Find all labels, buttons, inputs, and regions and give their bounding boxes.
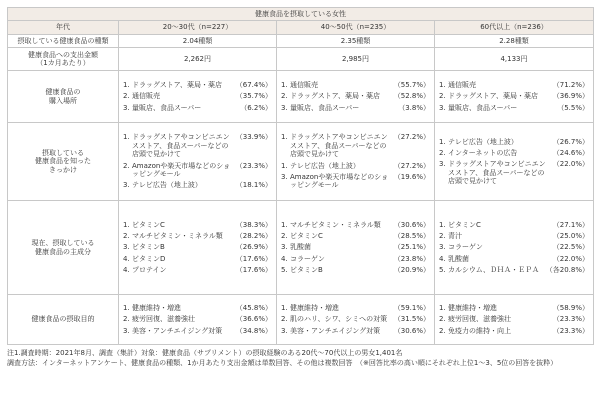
list-item: [439, 255, 589, 263]
list-item: [123, 232, 272, 240]
rank-number: 1.: [281, 220, 288, 229]
item-text: 肌のハリ、シワ、シミへの対策: [290, 315, 388, 324]
item-text: 免疫力の維持・向上: [448, 326, 511, 335]
list-item: [439, 327, 589, 335]
section-row-discovery-trigger: [8, 123, 594, 201]
list-item: [439, 304, 589, 312]
item-percent: （23.8%）: [393, 254, 430, 263]
rank-number: 2.: [439, 315, 446, 324]
item-percent: （38.3%）: [235, 220, 272, 229]
item-percent: （52.8%）: [393, 92, 430, 101]
item-text: 疲労回復、滋養強壮: [448, 315, 511, 324]
rank-number: 2.: [123, 231, 130, 240]
rank-number: 4.: [439, 254, 446, 263]
list-item: [281, 304, 430, 312]
item-percent: （30.6%）: [393, 220, 430, 229]
section-label-text: 現在、摂取している 健康食品の主成分: [31, 239, 95, 256]
rank-number: 1.: [281, 161, 288, 170]
item-percent: （27.2%）: [393, 133, 430, 142]
rank-number: 1.: [123, 133, 130, 142]
rank-number: 2.: [123, 161, 130, 170]
item-percent: （67.4%）: [235, 80, 272, 89]
rank-number: 4.: [123, 266, 130, 275]
item-text: テレビ広告（地上波）: [290, 161, 360, 170]
section-row-purchase-place: [8, 71, 594, 123]
item-percent: （55.7%）: [393, 80, 430, 89]
rank-number: 2.: [439, 326, 446, 335]
item-percent: （36.6%）: [235, 315, 272, 324]
purpose-40-50s: [277, 295, 435, 345]
item-percent: （22.0%）: [552, 254, 589, 263]
item-percent: （3.8%）: [398, 103, 430, 112]
list-item: [281, 173, 430, 190]
list-item: [281, 81, 430, 89]
item-percent: （71.2%）: [552, 80, 589, 89]
list-item: [439, 138, 589, 146]
section-label-main-ingredient: [8, 201, 119, 295]
item-text: プロテイン: [132, 266, 167, 275]
list-item: [439, 232, 589, 240]
list-item: [123, 304, 272, 312]
rank-number: 4.: [281, 254, 288, 263]
types-40-50s: 2.35種類: [277, 35, 435, 48]
item-text: ドラッグストア、薬局・薬店: [132, 80, 223, 89]
item-text: Amazonや楽天市場などのショッピングモール: [132, 161, 231, 178]
list-item: [281, 104, 430, 112]
main-ingredient-20-30s: [119, 201, 277, 295]
list-item: [123, 221, 272, 229]
list-item: [123, 266, 272, 274]
list-item: [439, 81, 589, 89]
item-text: ビタミンC: [448, 220, 481, 229]
item-percent: （22.0%）: [552, 160, 589, 169]
item-percent: （23.3%）: [235, 161, 272, 170]
row-label-spending: [8, 48, 119, 71]
item-percent: （59.1%）: [393, 303, 430, 312]
rank-number: 4.: [123, 254, 130, 263]
item-text: ビタミンC: [290, 231, 323, 240]
list-item: [439, 160, 589, 185]
col-header-age: 年代: [8, 21, 119, 35]
item-text: 通信販売: [132, 92, 160, 101]
item-percent: （26.9%）: [235, 243, 272, 252]
rank-number: 3.: [439, 103, 446, 112]
col-header-60s-plus: 60代以上（n=236）: [435, 21, 594, 35]
item-text: インターネットの広告: [448, 148, 518, 157]
item-text: ビタミンB: [132, 243, 165, 252]
list-item: [123, 133, 272, 158]
rank-number: 2.: [281, 315, 288, 324]
item-text: 通信販売: [448, 80, 476, 89]
list-item: [281, 315, 430, 323]
rank-number: 3.: [123, 181, 130, 190]
item-text: テレビ広告（地上波）: [448, 137, 518, 146]
list-item: [439, 243, 589, 251]
item-text: コラーゲン: [448, 243, 483, 252]
list-item: [281, 255, 430, 263]
rank-number: 3.: [281, 243, 288, 252]
item-percent: （23.3%）: [552, 315, 589, 324]
rank-number: 3.: [281, 326, 288, 335]
list-item: [123, 255, 272, 263]
item-percent: （19.6%）: [393, 172, 430, 181]
list-item: [439, 104, 589, 112]
rank-number: 1.: [439, 220, 446, 229]
item-text: マルチビタミン・ミネラル類: [132, 231, 223, 240]
section-row-main-ingredient: [8, 201, 594, 295]
table-row: [8, 35, 594, 48]
rank-number: 1.: [123, 303, 130, 312]
section-label-text: 健康食品の摂取目的: [31, 315, 95, 324]
item-text: ドラッグストア、薬局・薬店: [448, 92, 539, 101]
rank-number: 1.: [123, 220, 130, 229]
item-text: 健康維持・増進: [290, 303, 339, 312]
row-label-spending-text: 健康食品への支出金額 （1カ月あたり）: [28, 50, 98, 67]
item-text: 美容・アンチエイジング対策: [290, 326, 381, 335]
item-percent: （22.5%）: [552, 243, 589, 252]
item-percent: （31.5%）: [393, 315, 430, 324]
rank-number: 1.: [123, 80, 130, 89]
rank-number: 2.: [123, 92, 130, 101]
main-ingredient-60s-plus: [435, 201, 594, 295]
col-header-20-30s: 20～30代（n=227）: [119, 21, 277, 35]
list-item: [123, 162, 272, 179]
section-label-purpose: [8, 295, 119, 345]
table-row: [8, 48, 594, 71]
rank-number: 3.: [123, 326, 130, 335]
item-text: 美容・アンチエイジング対策: [132, 326, 223, 335]
rank-number: 3.: [439, 243, 446, 252]
item-text: 量販店、食品スーパー: [290, 103, 360, 112]
section-row-purpose: [8, 295, 594, 345]
item-text: ドラッグストア、薬局・薬店: [290, 92, 381, 101]
discovery-trigger-20-30s: [119, 123, 277, 201]
types-60s-plus: 2.28種類: [435, 35, 594, 48]
item-percent: （24.6%）: [552, 148, 589, 157]
rank-number: 1.: [439, 137, 446, 146]
item-text: ドラッグストアやコンビニエンスストア、食品スーパーなどの店頭で見かけて: [132, 133, 230, 159]
section-label-purchase-place: [8, 71, 119, 123]
list-item: [281, 162, 430, 170]
item-text: ドラッグストアやコンビニエンスストア、食品スーパーなどの店頭で見かけて: [290, 133, 388, 159]
footnotes: [7, 348, 593, 368]
item-text: 健康維持・増進: [132, 303, 181, 312]
item-percent: （36.9%）: [552, 92, 589, 101]
types-20-30s: 2.04種類: [119, 35, 277, 48]
page: [7, 7, 593, 368]
item-percent: （28.2%）: [235, 231, 272, 240]
item-text: 量販店、食品スーパー: [448, 103, 518, 112]
list-item: [123, 315, 272, 323]
rank-number: 3.: [123, 103, 130, 112]
item-text: テレビ広告（地上波）: [132, 181, 202, 190]
item-percent: （25.0%）: [552, 231, 589, 240]
rank-number: 3.: [281, 172, 288, 181]
item-percent: （58.9%）: [552, 303, 589, 312]
discovery-trigger-60s-plus: [435, 123, 594, 201]
purchase-place-40-50s: [277, 71, 435, 123]
list-item: [281, 232, 430, 240]
list-item: [439, 92, 589, 100]
section-label-discovery-trigger: [8, 123, 119, 201]
list-item: [123, 104, 272, 112]
rank-number: 2.: [281, 231, 288, 240]
item-text: ビタミンB: [290, 266, 323, 275]
item-percent: （33.9%）: [235, 133, 272, 142]
item-percent: （27.1%）: [552, 220, 589, 229]
col-header-40-50s: 40～50代（n=235）: [277, 21, 435, 35]
list-item: [281, 266, 430, 274]
purpose-60s-plus: [435, 295, 594, 345]
section-label-text: 健康食品の 購入場所: [45, 88, 81, 105]
item-text: 量販店、食品スーパー: [132, 103, 202, 112]
rank-number: 3.: [123, 243, 130, 252]
spending-20-30s: 2,262円: [119, 48, 277, 71]
rank-number: 5.: [439, 266, 446, 275]
list-item: [439, 266, 589, 274]
item-percent: （各20.8%）: [545, 266, 589, 275]
item-percent: （27.2%）: [393, 161, 430, 170]
main-ingredient-40-50s: [277, 201, 435, 295]
discovery-trigger-40-50s: [277, 123, 435, 201]
rank-number: 2.: [439, 231, 446, 240]
item-text: 健康維持・増進: [448, 303, 497, 312]
item-percent: （25.1%）: [393, 243, 430, 252]
list-item: [439, 315, 589, 323]
section-label-text: 摂取している 健康食品を知った きっかけ: [35, 148, 91, 174]
spending-60s-plus: 4,133円: [435, 48, 594, 71]
item-text: 通信販売: [290, 80, 318, 89]
item-percent: （20.9%）: [393, 266, 430, 275]
list-item: [123, 327, 272, 335]
item-text: 青汁: [448, 231, 462, 240]
list-item: [439, 221, 589, 229]
rank-number: 1.: [281, 133, 288, 142]
item-percent: （26.7%）: [552, 137, 589, 146]
survey-table: [7, 7, 594, 345]
note-1: 注1.調査時期：2021年8月、調査（集計）対象：健康食品（サプリメント）の摂取経験のある20代〜70代以上の男女1,401名: [7, 349, 403, 357]
rank-number: 2.: [281, 92, 288, 101]
item-percent: （6.2%）: [240, 103, 272, 112]
item-text: Amazonや楽天市場などのショッピングモール: [290, 172, 389, 190]
table-title: 健康食品を摂取している女性: [8, 8, 594, 21]
purchase-place-20-30s: [119, 71, 277, 123]
row-label-types: 摂取している健康食品の種類: [8, 35, 119, 48]
item-text: 乳酸菌: [290, 243, 311, 252]
rank-number: 5.: [281, 266, 288, 275]
rank-number: 3.: [439, 160, 446, 169]
list-item: [123, 92, 272, 100]
item-text: マルチビタミン・ミネラル類: [290, 220, 381, 229]
list-item: [281, 133, 430, 158]
list-item: [123, 81, 272, 89]
rank-number: 1.: [439, 80, 446, 89]
rank-number: 3.: [281, 103, 288, 112]
purpose-20-30s: [119, 295, 277, 345]
list-item: [123, 181, 272, 189]
item-percent: （5.5%）: [557, 103, 589, 112]
list-item: [281, 92, 430, 100]
item-text: カルシウム、ＤＨＡ・ＥＰＡ: [448, 266, 539, 275]
item-text: 疲労回復、滋養強壮: [132, 315, 195, 324]
item-text: 乳酸菌: [448, 254, 469, 263]
rank-number: 1.: [439, 303, 446, 312]
rank-number: 2.: [439, 92, 446, 101]
item-text: ドラッグストアやコンビニエンスストア、食品スーパーなどの店頭で見かけて: [448, 160, 546, 186]
item-percent: （30.6%）: [393, 326, 430, 335]
note-2: 調査方法：インターネットアンケート、健康食品の種類、1か月あたり支出金額は単数回答、その他は複数回答 （※回答比率の高い順にそれぞれ上位1～3、5位の回答を抜粋）: [7, 359, 558, 368]
item-percent: （17.6%）: [235, 254, 272, 263]
list-item: [281, 243, 430, 251]
rank-number: 2.: [439, 148, 446, 157]
spending-40-50s: 2,985円: [277, 48, 435, 71]
item-percent: （45.8%）: [235, 303, 272, 312]
item-percent: （28.5%）: [393, 231, 430, 240]
rank-number: 1.: [281, 303, 288, 312]
item-text: コラーゲン: [290, 254, 325, 263]
item-percent: （18.1%）: [235, 181, 272, 190]
item-text: ビタミンC: [132, 220, 165, 229]
list-item: [281, 327, 430, 335]
item-text: ビタミンD: [132, 254, 166, 263]
item-percent: （23.3%）: [552, 326, 589, 335]
item-percent: （35.7%）: [235, 92, 272, 101]
list-item: [123, 243, 272, 251]
list-item: [439, 149, 589, 157]
rank-number: 1.: [281, 80, 288, 89]
list-item: [281, 221, 430, 229]
rank-number: 2.: [123, 315, 130, 324]
item-percent: （34.8%）: [235, 326, 272, 335]
item-percent: （17.6%）: [235, 266, 272, 275]
purchase-place-60s-plus: [435, 71, 594, 123]
